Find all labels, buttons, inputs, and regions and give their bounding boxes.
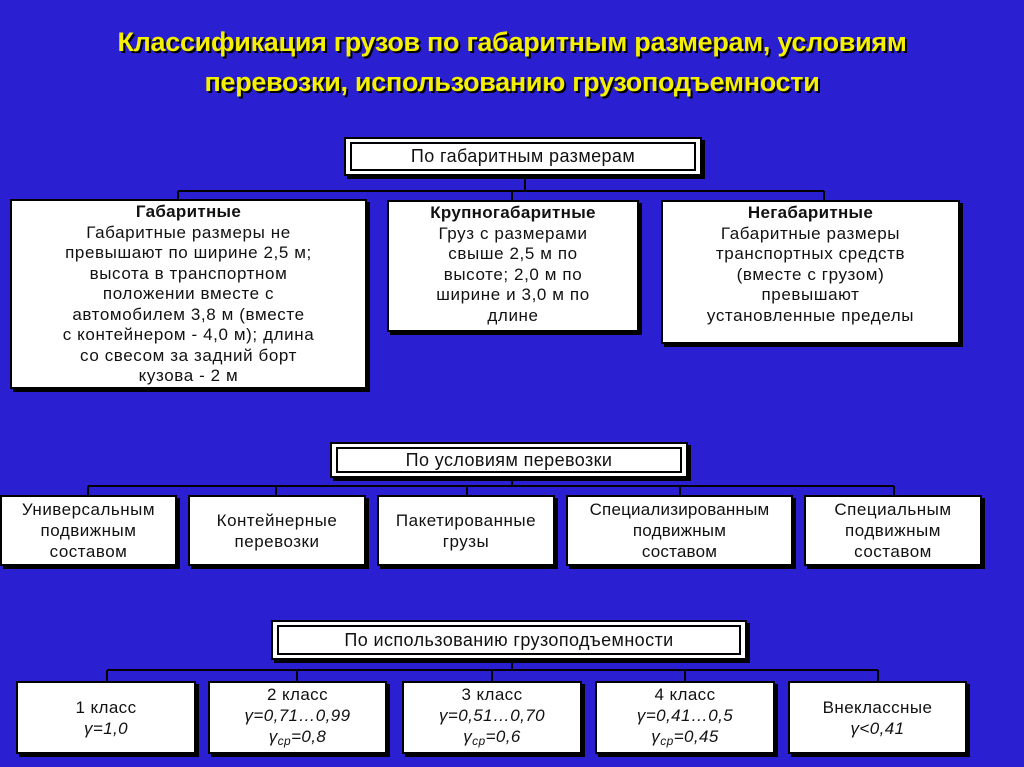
class-gamma: γ=0,41…0,5	[636, 705, 734, 725]
box-text-line: кузова - 2 м	[138, 366, 239, 385]
gamma-avg-value: =0,6	[485, 726, 521, 746]
class-gamma-avg: $\gamma_{ср}=0,8$	[268, 726, 327, 748]
box-text-line: составом	[49, 542, 128, 561]
class-name: Внеклассные	[822, 697, 933, 717]
box-text-line: установленные пределы	[706, 305, 915, 325]
class-gamma: γ=1,0	[83, 718, 129, 738]
title-line-2: перевозки, использованию грузоподъемности	[204, 67, 820, 97]
box-gabaritnye-heading: Габаритные	[135, 202, 242, 221]
section-conditions-label: По условиям перевозки	[336, 447, 682, 473]
box-text-line: положении вместе с	[102, 284, 275, 303]
gamma-avg-value: =0,8	[291, 726, 327, 746]
box-text-line: свыше 2,5 м по	[448, 244, 578, 263]
section-conditions-header	[330, 442, 688, 478]
class-gamma-avg: $\gamma_{ср}=0,6$	[463, 726, 521, 748]
class-name: 2 класс	[267, 684, 328, 704]
section-capacity-header	[271, 620, 747, 660]
section-dimensions-header	[344, 137, 702, 176]
box-text-line: превышают по ширине 2,5 м;	[65, 243, 312, 262]
box-text-line: грузы	[442, 531, 490, 551]
gamma-subscript: ср	[660, 733, 674, 748]
box-text-line: высоте; 2,0 м по	[443, 264, 583, 284]
box-text-line: транспортных средств	[715, 244, 906, 263]
box-text-line: длине	[487, 305, 539, 325]
class-name: 3 класс	[461, 684, 523, 704]
class-name: 1 класс	[75, 697, 137, 717]
box-text-line: со свесом за задний борт	[80, 345, 297, 365]
gamma-subscript: ср	[472, 733, 486, 748]
gamma-subscript: ср	[277, 733, 292, 748]
box-text-line: превышают	[761, 285, 860, 304]
box-special	[804, 495, 982, 566]
box-negabaritnye-heading: Негабаритные	[747, 203, 874, 222]
box-out-of-class	[788, 681, 967, 754]
class-gamma: γ=0,51…0,70	[438, 705, 545, 725]
box-text-line: подвижным	[40, 521, 137, 540]
box-packaged	[377, 495, 555, 566]
box-krupnogabaritnye	[387, 200, 639, 332]
title-line-1: Классификация грузов по габаритным размерам, условиям	[117, 27, 907, 57]
box-text-line: Специальным	[834, 500, 952, 519]
class-name: 4 класс	[654, 684, 716, 704]
box-negabaritnye	[661, 200, 960, 344]
box-gabaritnye	[10, 199, 367, 389]
box-class-2	[208, 681, 387, 754]
box-class-4	[595, 681, 775, 754]
box-text-line: подвижным	[845, 521, 941, 540]
box-text-line: Контейнерные	[216, 510, 338, 530]
box-text-line: (вместе с грузом)	[736, 264, 885, 284]
box-specialized	[566, 495, 793, 566]
box-text-line: Габаритные размеры не	[86, 222, 291, 242]
box-text-line: Универсальным	[21, 500, 156, 519]
box-container	[188, 495, 366, 566]
box-text-line: составом	[854, 542, 932, 561]
section-dimensions-label: По габаритным размерам	[350, 142, 696, 171]
box-text-line: автомобилем 3,8 м (вместе	[72, 304, 305, 324]
box-class-3	[402, 681, 582, 754]
box-text-line: ширине и 3,0 м по	[436, 285, 590, 304]
class-gamma: γ<0,41	[850, 718, 905, 738]
box-class-1	[16, 681, 196, 754]
section-capacity-label: По использованию грузоподъемности	[277, 625, 741, 655]
class-gamma-avg: $\gamma_{ср}=0,45$	[651, 726, 719, 748]
box-text-line: подвижным	[632, 521, 727, 540]
box-text-line: высота в транспортном	[89, 263, 288, 283]
box-text-line: Специализированным	[589, 500, 770, 519]
box-text-line: составом	[641, 542, 718, 561]
box-text-line: Габаритные размеры	[720, 223, 901, 243]
box-krupnogabaritnye-heading: Крупногабаритные	[430, 203, 596, 222]
box-universal	[0, 495, 177, 566]
box-text-line: Пакетированные	[395, 510, 537, 530]
class-gamma: γ=0,71…0,99	[244, 705, 351, 725]
box-text-line: перевозки	[234, 531, 320, 551]
box-text-line: Груз с размерами	[438, 223, 588, 243]
box-text-line: с контейнером - 4,0 м); длина	[62, 325, 315, 344]
gamma-avg-value: =0,45	[673, 726, 719, 746]
